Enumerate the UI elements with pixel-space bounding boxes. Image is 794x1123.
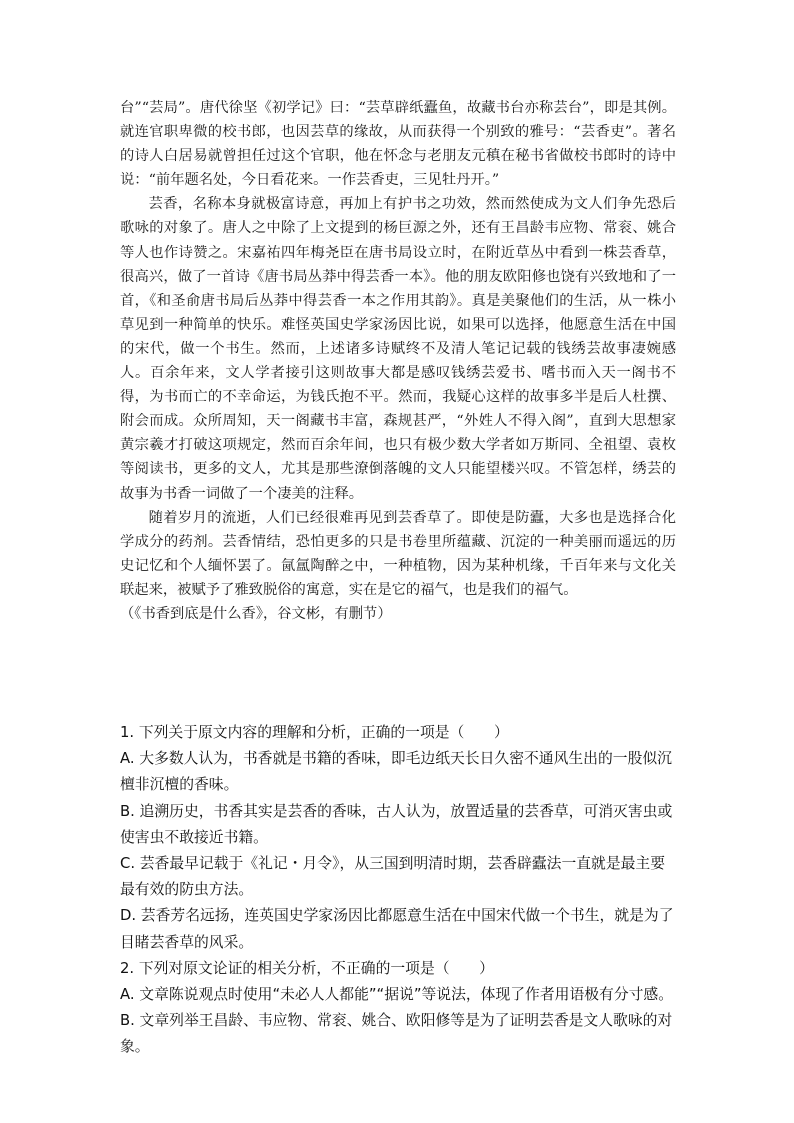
question-2-option-a: A. 文章陈说观点时使用“未必人人都能”“据说”等说法，体现了作者用语极有分寸感。 bbox=[120, 986, 674, 1004]
passage-paragraph-3: 随着岁月的流逝，人们已经很难再见到芸香草了。即使是防蠹，大多也是选择合化学成分的药剂。芸香情结，恐怕更多的只是书卷里所蕴藏、沉淀的一种美丽而遥远的历史记忆和个人缅怀罢了。氤氲陶醉之中，一种植物，因为某种机缘，千百年来与文化关联起来，被赋予了雅致脱俗的寓意，实在是它的福气，也是我们的福气。 bbox=[120, 509, 676, 598]
question-1-stem: 1. 下列关于原文内容的理解和分析，正确的一项是（ ） bbox=[120, 724, 509, 741]
passage-source: （《书香到底是什么香》，谷文彬，有删节） bbox=[120, 605, 392, 622]
question-2-stem: 2. 下列对原文论证的相关分析，不正确的一项是（ ） bbox=[120, 959, 494, 977]
question-1-option-c: C. 芸香最早记载于《礼记・月令》，从三国到明清时期，芸香辟蠹法一直就是最主要最有效的防虫方法。 bbox=[120, 855, 666, 899]
question-2-option-b: B. 文章列举王昌龄、韦应物、常衮、姚合、欧阳修等是为了证明芸香是文人歌咏的对象。 bbox=[120, 1012, 673, 1056]
passage-paragraph-2: 芸香，名称本身就极富诗意，再加上有护书之功效，然而然使成为文人们争先恐后歌咏的对象了。唐人之中除了上文提到的杨巨源之外，还有王昌龄韦应物、常衮、姚合等人也作诗赞之。宋嘉祐四年梅尧臣在唐书局设立时，在附近草丛中看到一株芸香草，很高兴，做了一首诗《唐书局丛莽中得芸香一本》。他的朋友欧阳修也饶有兴致地和了一首，《和圣俞唐书局后丛莽中得芸香一本之作用其韵》。真是美聚他们的生活，从一株小草见到一种简单的快乐。难怪英国史学家汤因比说，如果可以选择，他愿意生活在中国的宋代，做一个书生。然而，上述诸多诗赋终不及清人笔记记载的钱绣芸故事凄婉感人。百余年来，文人学者接引这则故事大都是感叹钱绣芸爱书、嗜书而入天一阁书不得，为书而亡的不幸命运，为钱氏抱不平。然而，我疑心这样的故事多半是后人杜撰、附会而成。众所周知，天一阁藏书丰富，森规甚严，“外姓人不得入阁”，直到大思想家黄宗羲才打破这项规定，然而百余年间，也只有极少数大学者如万斯同、全祖望、袁枚等阅读书，更多的文人，尤其是那些潦倒落魄的文人只能望楼兴叹。不管怎样，绣芸的故事为书香一词做了一个凄美的注释。 bbox=[120, 196, 676, 502]
passage-paragraph-1: 台”“芸局”。唐代徐坚《初学记》曰：“芸草辟纸蠹鱼，故藏书台亦称芸台”，即是其例。就连官职卑微的校书郎，也因芸草的缘故，从而获得一个别致的雅号：“芸香吏”。著名的诗人白居易就曾担任过这个官职，他在怀念与老朋友元稹在秘书省做校书郎时的诗中说：“前年题名处，今日看花来。一作芸香吏，三见牡丹开。” bbox=[120, 100, 676, 189]
question-1-option-d: D. 芸香芳名远扬，连英国史学家汤因比都愿意生活在中国宋代做一个书生，就是为了目睹芸香草的风采。 bbox=[120, 907, 674, 951]
question-1-option-a: A. 大多数人认为，书香就是书籍的香味，即毛边纸天长日久密不通风生出的一股似沉檀非沉檀的香味。 bbox=[120, 750, 672, 794]
question-1-option-b: B. 追溯历史，书香其实是芸香的香味，古人认为，放置适量的芸香草，可消灭害虫或使害虫不敢接近书籍。 bbox=[120, 802, 673, 846]
question-section bbox=[120, 720, 676, 1061]
reading-passage bbox=[120, 96, 676, 626]
